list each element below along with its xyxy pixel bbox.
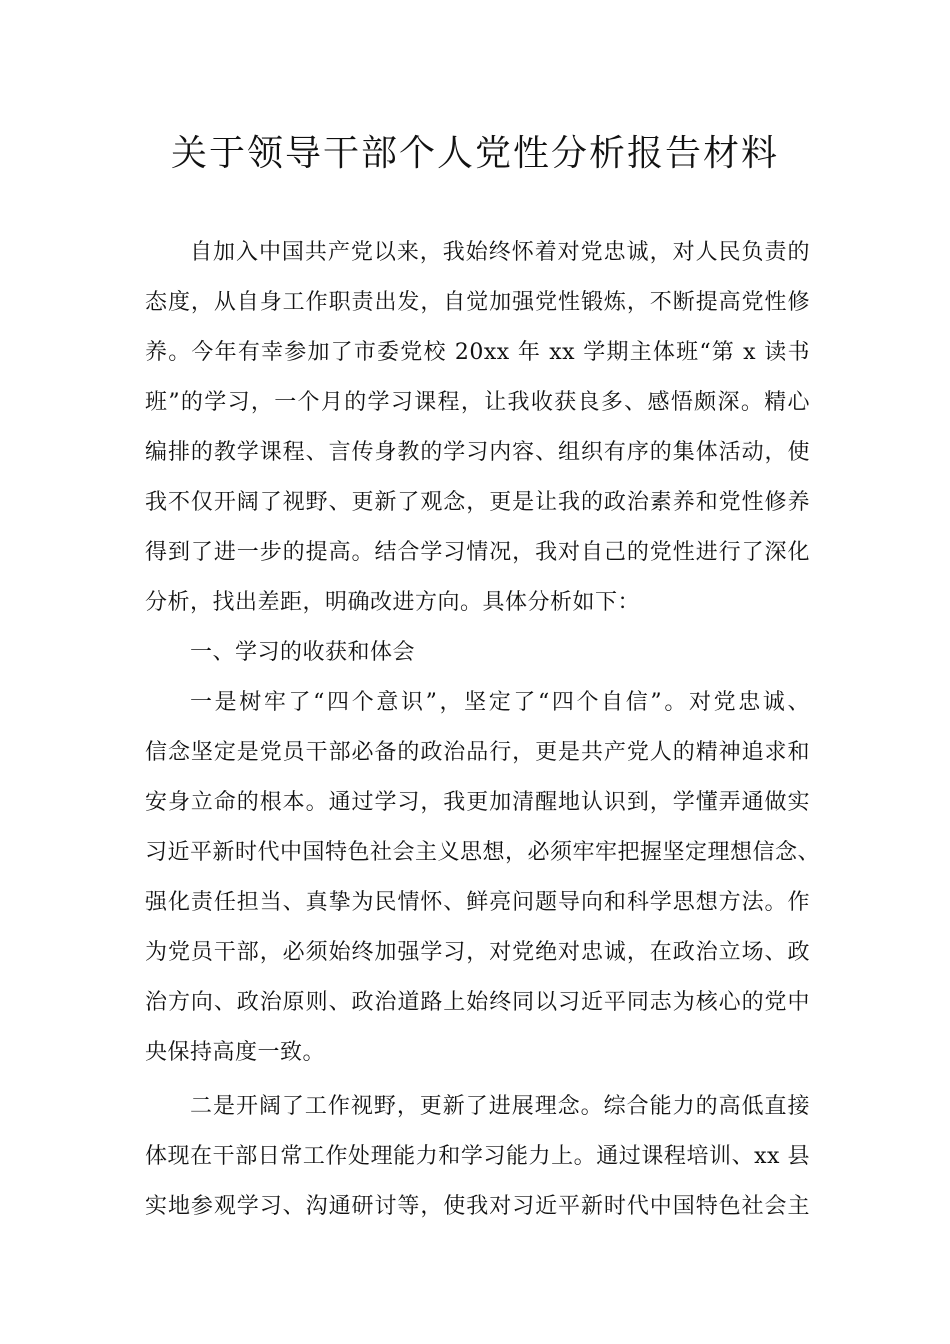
text-line: 习近平新时代中国特色社会主义思想，必须牢牢把握坚定理想信念、 xyxy=(145,840,821,865)
text-line: 二是开阔了工作视野，更新了进展理念。综合能力的高低直接 xyxy=(190,1094,810,1119)
text-line: 强化责任担当、真挚为民情怀、鲜亮问题导向和科学思想方法。作 xyxy=(145,890,810,915)
text-line: 我不仅开阔了视野、更新了观念，更是让我的政治素养和党性修养 xyxy=(145,490,810,515)
text-line: 信念坚定是党员干部必备的政治品行，更是共产党人的精神追求和 xyxy=(145,740,810,765)
text-line: 为党员干部，必须始终加强学习，对党绝对忠诚，在政治立场、政 xyxy=(145,940,810,965)
text-line: 态度，从自身工作职责出发，自觉加强党性锻炼，不断提高党性修 xyxy=(145,290,810,315)
document-title: 关于领导干部个人党性分析报告材料 xyxy=(170,133,779,174)
text-line: 安身立命的根本。通过学习，我更加清醒地认识到，学懂弄通做实 xyxy=(145,790,810,815)
text-line: 分析，找出差距，明确改进方向。具体分析如下： xyxy=(145,590,641,615)
document-body xyxy=(145,228,821,1232)
text-line: 得到了进一步的提高。结合学习情况，我对自己的党性进行了深化 xyxy=(145,540,810,565)
text-line: 央保持高度一致。 xyxy=(145,1040,326,1065)
section-heading: 一、学习的收获和体会 xyxy=(190,640,416,665)
text-line: 体现在干部日常工作处理能力和学习能力上。通过课程培训、xx 县 xyxy=(145,1144,810,1169)
text-line: 养。今年有幸参加了市委党校 20xx 年 xx 学期主体班“第 x 读书 xyxy=(145,340,810,365)
text-line: 班”的学习，一个月的学习课程，让我收获良多、感悟颇深。精心 xyxy=(145,390,810,415)
text-line: 编排的教学课程、言传身教的学习内容、组织有序的集体活动，使 xyxy=(145,440,810,465)
text-line: 一是树牢了“四个意识”，坚定了“四个自信”。对党忠诚、 xyxy=(190,690,810,715)
text-line: 实地参观学习、沟通研讨等，使我对习近平新时代中国特色社会主 xyxy=(145,1194,810,1219)
text-line: 治方向、政治原则、政治道路上始终同以习近平同志为核心的党中 xyxy=(145,990,810,1015)
text-line: 自加入中国共产党以来，我始终怀着对党忠诚，对人民负责的 xyxy=(190,240,810,265)
